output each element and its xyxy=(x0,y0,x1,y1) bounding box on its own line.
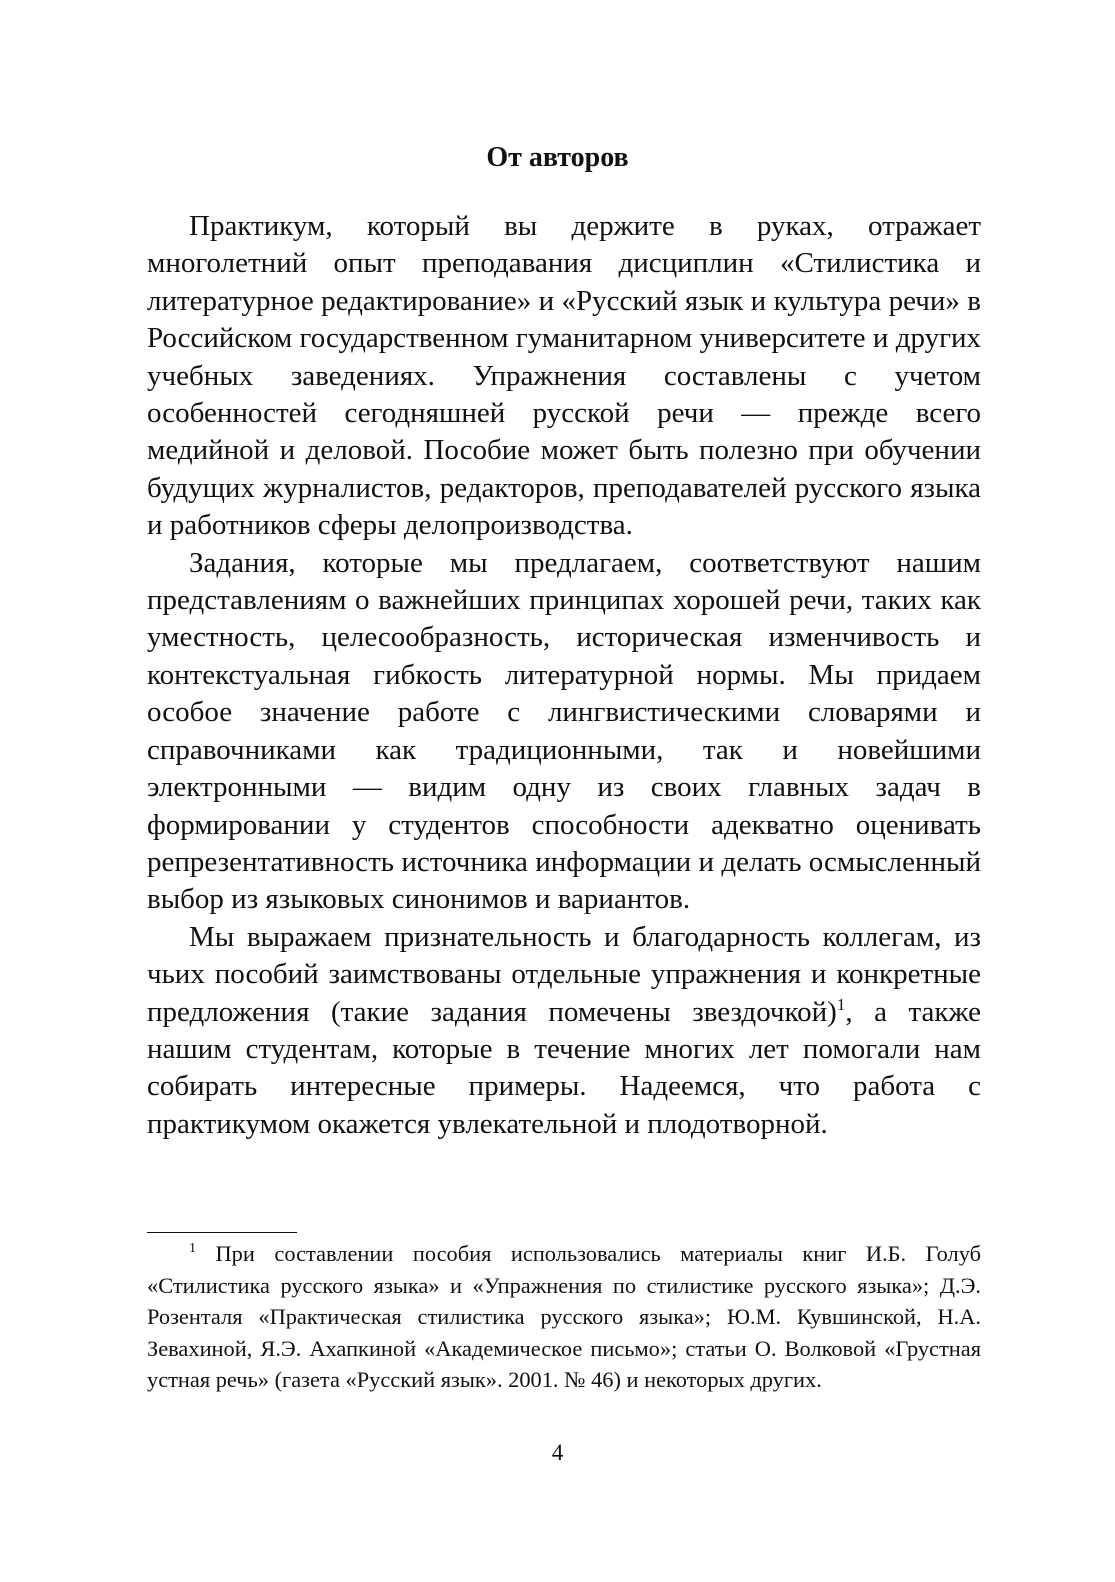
paragraph-3-text-before-ref: Мы выражаем признательность и благодарность коллегам, из чьих пособий заимствованы отдельные упражнения и конкретные предложения (такие задания помечены звездочкой) xyxy=(147,920,981,1028)
page-number: 4 xyxy=(551,1440,564,1465)
footnote xyxy=(147,1238,981,1396)
footnote-mark: 1 xyxy=(189,1241,196,1256)
paragraph-3-text-after-ref: , а также нашим студентам, которые в течение многих лет помогали нам собирать интересные примеры. Надеемся, что работа с практикумом окажется увлекательной и плодотворной. xyxy=(147,995,982,1140)
paragraph-1: Практикум, который вы держите в руках, отражает многолетний опыт преподавания дисциплин «Стилистика и литературное редактирование» и «Русский язык и культура речи» в Российском государственном гуманитарном университете и других учебных заведениях. Упражнения составлены с учетом особенностей сегодняшней русской речи — прежде всего медийной и деловой. Пособие может быть полезно при обучении будущих журналистов, редакторов, преподавателей русского языка и работников сферы делопроизводства. xyxy=(147,210,981,542)
footnote-reference[interactable]: 1 xyxy=(836,994,846,1014)
page-title: От авторов xyxy=(486,142,629,173)
body-text xyxy=(147,208,981,1143)
footnote-text: При составлении пособия использовались материалы книг И.Б. Голуб «Стилистика русского языка» и «Упражнения по стилистике русского языка»; Д.Э. Розенталя «Практическая стилистика русского языка»; Ю.М. Кувшинской, Н.А. Зевахиной, Я.Э. Ахапкиной «Академическое письмо»; статьи О. Волковой «Грустная устная речь» (газета «Русский язык». 2001. № 46) и некоторых других. xyxy=(147,1241,981,1392)
paragraph-2: Задания, которые мы предлагаем, соответствуют нашим представлениям о важнейших принципах хорошей речи, таких как уместность, целесообразность, историческая изменчивость и контекстуальная гибкость литературной нормы. Мы придаем особое значение работе с лингвистическими словарями и справочниками как традиционными, так и новейшими электронными — видим одну из своих главных задач в формировании у студентов способности адекватно оценивать репрезентативность источника информации и делать осмысленный выбор из языковых синонимов и вариантов. xyxy=(147,546,981,916)
footnote-separator xyxy=(147,1232,297,1233)
paragraph-3 xyxy=(147,919,981,1143)
